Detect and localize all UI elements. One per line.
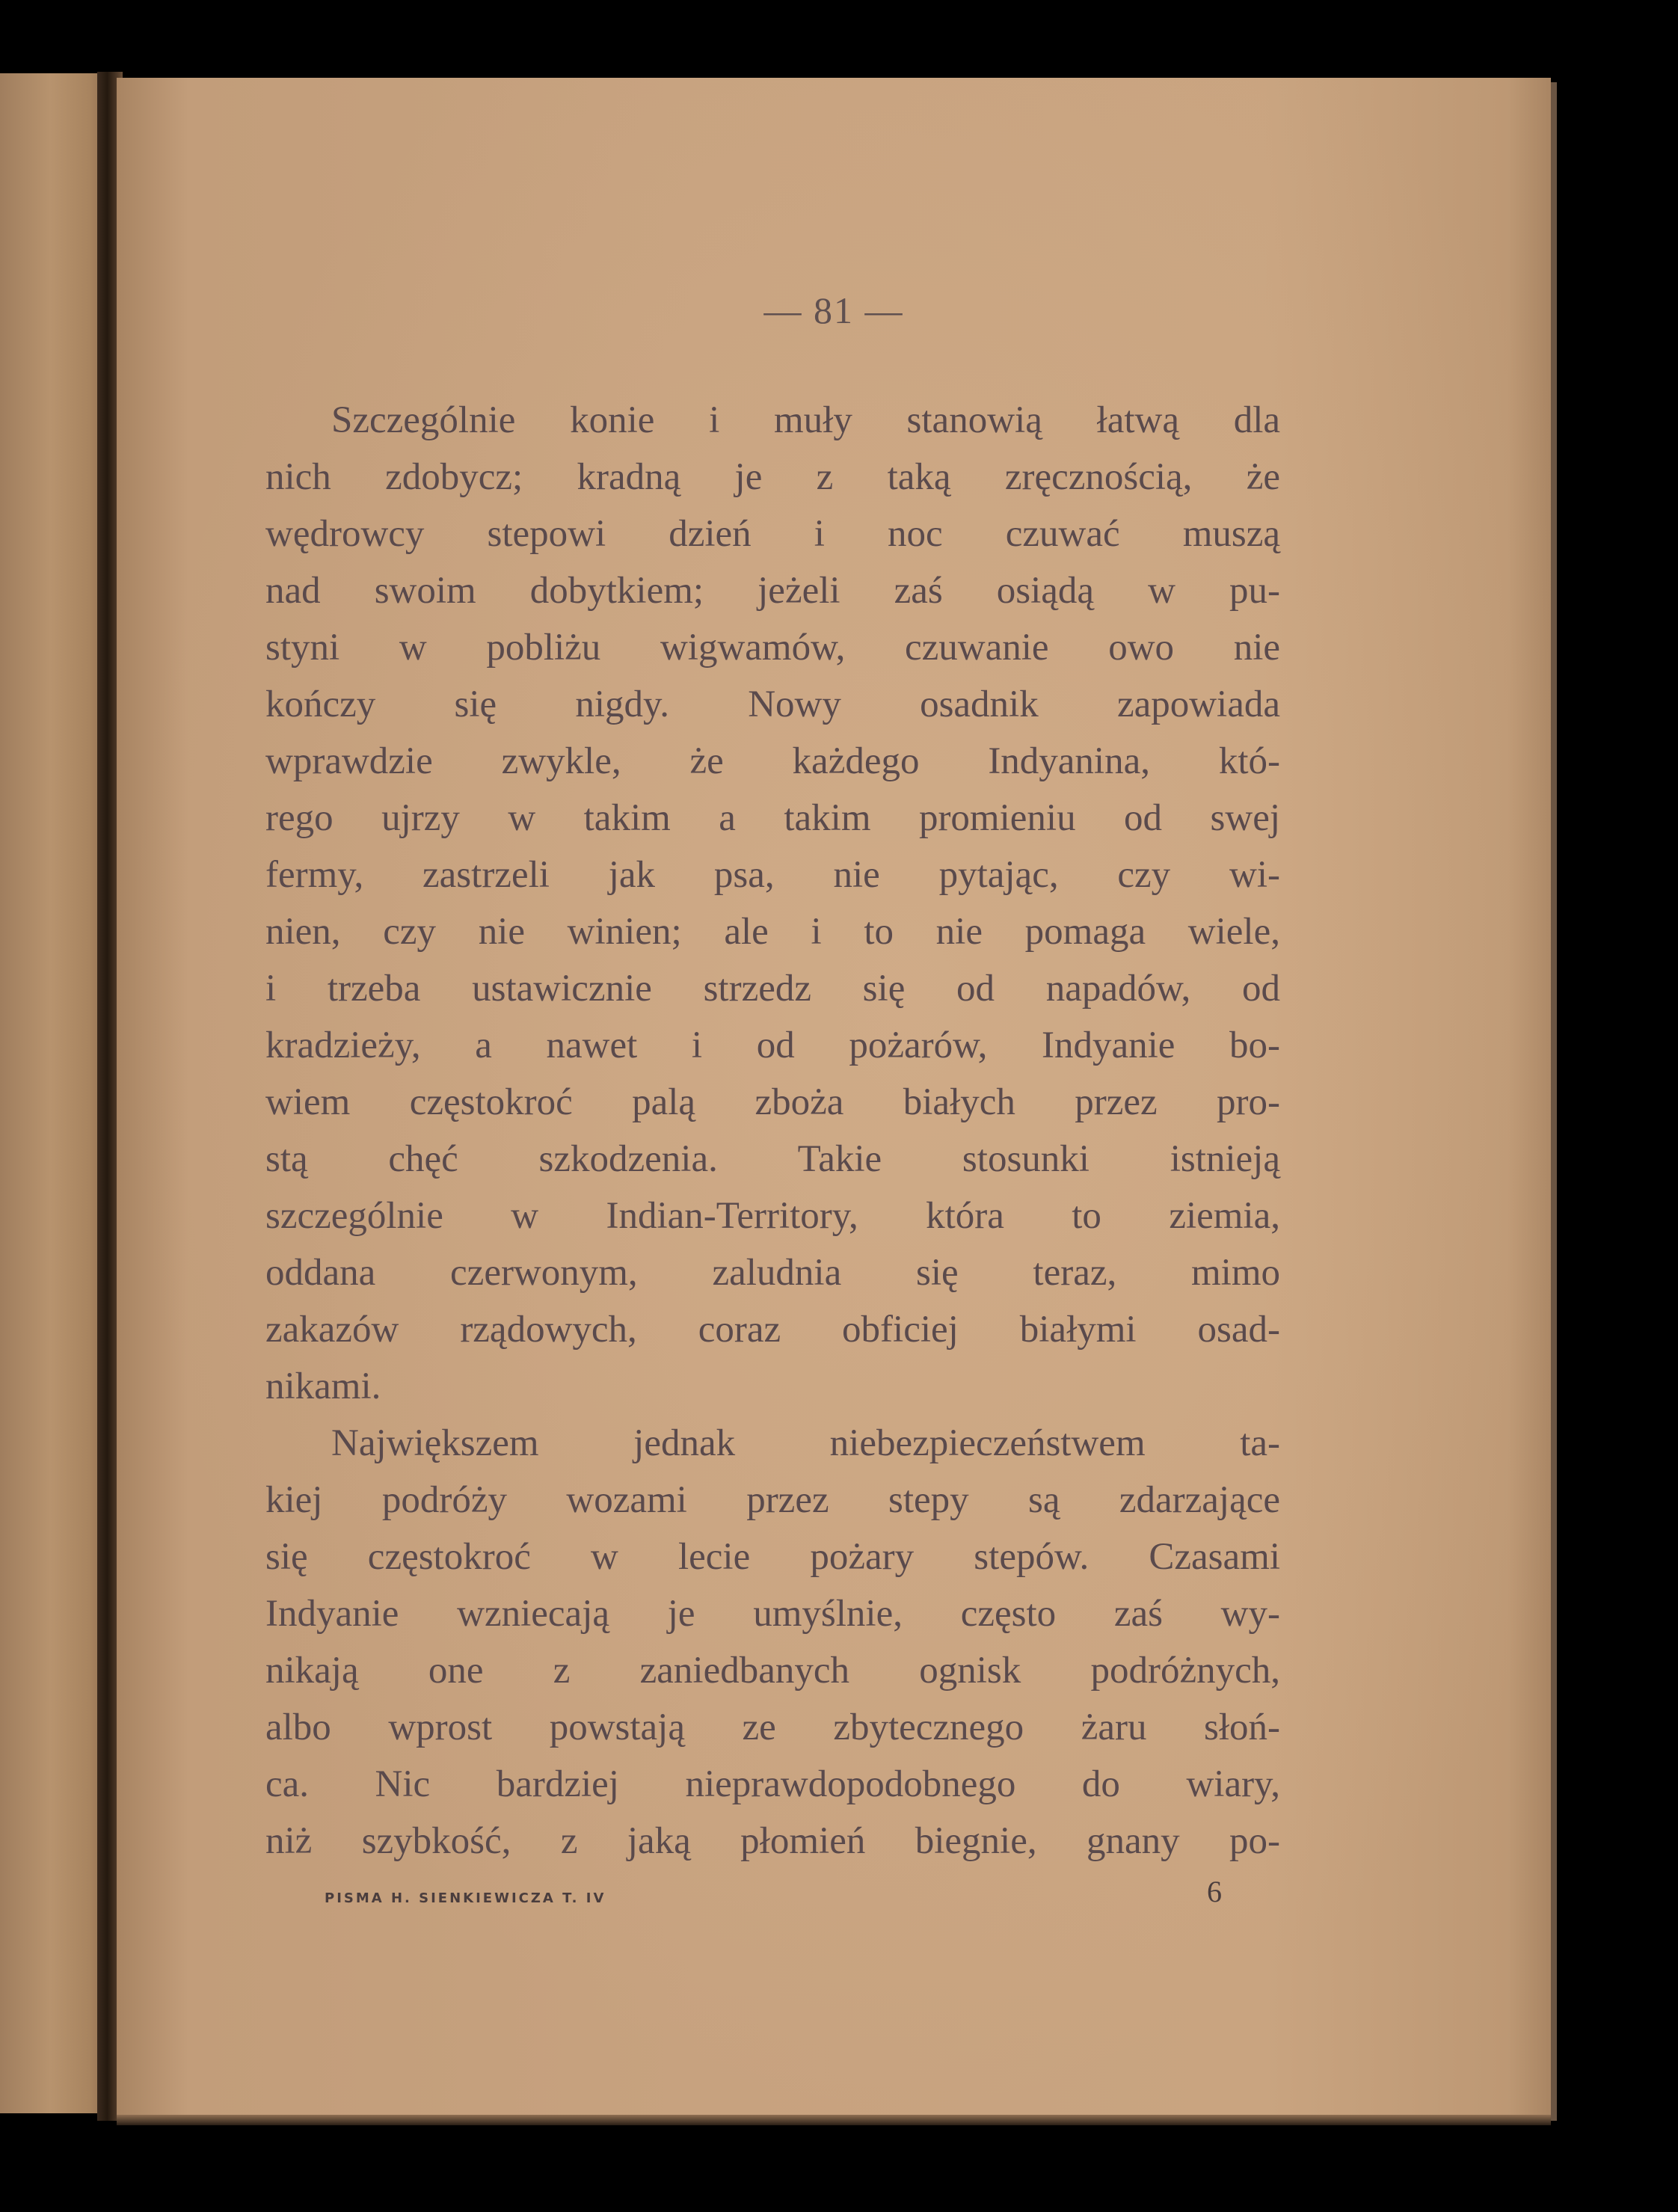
text-line: szczególnie w Indian-Territory, która to ziemia, — [265, 1195, 1280, 1237]
text-line: fermy, zastrzeli jak psa, nie pytając, czy wi- — [265, 854, 1280, 896]
text-line: i trzeba ustawicznie strzedz się od napadów, od — [265, 968, 1280, 1010]
text-line: stą chęć szkodzenia. Takie stosunki istnieją — [265, 1138, 1280, 1180]
text-line: się częstokroć w lecie pożary stepów. Czasami — [265, 1536, 1280, 1578]
text-line: ca. Nic bardziej nieprawdopodobnego do wiary, — [265, 1763, 1280, 1805]
text-line: kończy się nigdy. Nowy osadnik zapowiada — [265, 683, 1280, 725]
text-line: Indyanie wzniecają je umyślnie, często zaś wy- — [265, 1593, 1280, 1635]
text-line: kradzieży, a nawet i od pożarów, Indyanie bo- — [265, 1024, 1280, 1066]
page-number: — 81 — — [763, 289, 904, 331]
text-line: Szczególnie konie i muły stanowią łatwą dla — [331, 399, 1280, 441]
text-line: wprawdzie zwykle, że każdego Indyanina, któ- — [265, 740, 1280, 782]
text-line: albo wprost powstają ze zbytecznego żaru słoń- — [265, 1706, 1280, 1748]
text-line: nikami. — [265, 1365, 381, 1407]
text-line: wiem częstokroć palą zboża białych przez pro- — [265, 1081, 1280, 1123]
body-text — [265, 392, 1280, 1870]
text-line: nich zdobycz; kradną je z taką zręcznością, że — [265, 456, 1280, 498]
footer-signature: PISMA H. SIENKIEWICZA T. IV — [325, 1890, 606, 1906]
left-page-edge — [0, 73, 112, 2113]
text-line: kiej podróży wozami przez stepy są zdarzające — [265, 1479, 1280, 1521]
footer-sheet-number: 6 — [1207, 1875, 1222, 1908]
text-line: oddana czerwonym, zaludnia się teraz, mimo — [265, 1252, 1280, 1294]
text-line: nikają one z zaniedbanych ognisk podróżnych, — [265, 1650, 1280, 1692]
page-bottom-shadow — [117, 2115, 1551, 2125]
text-line: styni w pobliżu wigwamów, czuwanie owo nie — [265, 627, 1280, 669]
text-line: nien, czy nie winien; ale i to nie pomaga wiele, — [265, 911, 1280, 953]
text-line: niż szybkość, z jaką płomień biegnie, gnany po- — [265, 1820, 1280, 1862]
text-line: zakazów rządowych, coraz obficiej białymi osad- — [265, 1309, 1280, 1351]
text-line: nad swoim dobytkiem; jeżeli zaś osiądą w pu- — [265, 570, 1280, 612]
page-edge-shadow — [1551, 82, 1557, 2121]
text-line: rego ujrzy w takim a takim promieniu od swej — [265, 797, 1280, 839]
text-line: Największem jednak niebezpieczeństwem ta- — [331, 1422, 1280, 1464]
text-line: wędrowcy stepowi dzień i noc czuwać muszą — [265, 513, 1280, 555]
